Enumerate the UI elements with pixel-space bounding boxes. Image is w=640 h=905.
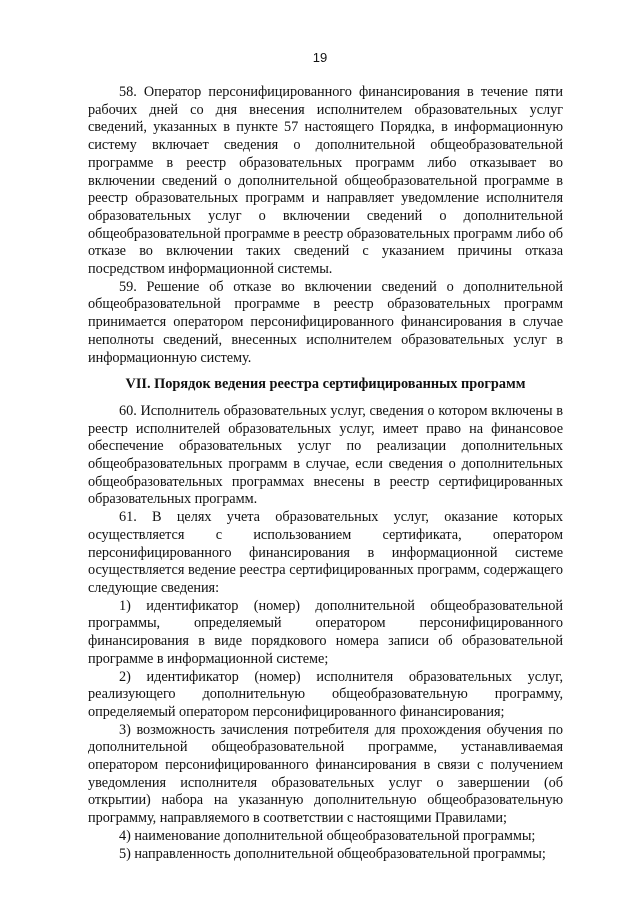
- paragraph-60: 60. Исполнитель образовательных услуг, сведения о котором включены в реестр исполнителей образовательных услуг, имеет право на финансовое обеспечение образовательных услуг по реализации дополнительных общеобразовательных программ в случае, если сведения о дополнительных общеобразовательных программах внесены в реестр сертифицированных образовательных программ.: [88, 402, 563, 508]
- list-item-5: 5) направленность дополнительной общеобразовательной программы;: [119, 845, 546, 862]
- section-heading-vii: VII. Порядок ведения реестра сертифицированных программ: [125, 376, 526, 393]
- list-item-1: 1) идентификатор (номер) дополнительной общеобразовательной программы, определяемый оператором персонифицированного финансирования в виде порядкового номера записи об образовательной программе в информационной системе;: [88, 597, 563, 667]
- paragraph-61: 61. В целях учета образовательных услуг, оказание которых осуществляется с использованием сертификата, оператором персонифицированного финансирования в информационной системе осуществляется ведение реестра сертифицированных программ, содержащего следующие сведения:: [88, 509, 563, 596]
- list-item-4: 4) наименование дополнительной общеобразовательной программы;: [119, 827, 536, 844]
- list-item-3: 3) возможность зачисления потребителя для прохождения обучения по дополнительной общеобразовательной программе, устанавливаемая оператором персонифицированного финансирования в связи с получением уведомления исполнителя образовательных услуг о завершении (об открытии) набора на указанную дополнительную общеобразовательную программу, направляемого в соответствии с настоящими Правилами;: [88, 721, 563, 827]
- page-number: 19: [312, 50, 328, 65]
- list-item-2: 2) идентификатор (номер) исполнителя образовательных услуг, реализующего дополнительную общеобразовательную программу, определяемый оператором персонифицированного финансирования;: [88, 668, 563, 720]
- paragraph-58: 58. Оператор персонифицированного финансирования в течение пяти рабочих дней со дня внесения исполнителем образовательных услуг сведений, указанных в пункте 57 настоящего Порядка, в информационную систему включает сведения о дополнительной общеобразовательной программе в реестр образовательных программ либо отказывает во включении сведений о дополнительной общеобразовательной программе в реестр образовательных программ и направляет уведомление исполнителя образовательных услуг о включении сведений о дополнительной общеобразовательной программе в реестр образовательных программ либо об отказе во включении таких сведений с указанием причины отказа посредством информационной системы.: [88, 84, 563, 278]
- paragraph-59: 59. Решение об отказе во включении сведений о дополнительной общеобразовательной программе в реестр образовательных программ принимается оператором персонифицированного финансирования в случае неполноты сведений, внесенных исполнителем образовательных услуг в информационную систему.: [88, 278, 563, 366]
- document-body: [88, 84, 563, 863]
